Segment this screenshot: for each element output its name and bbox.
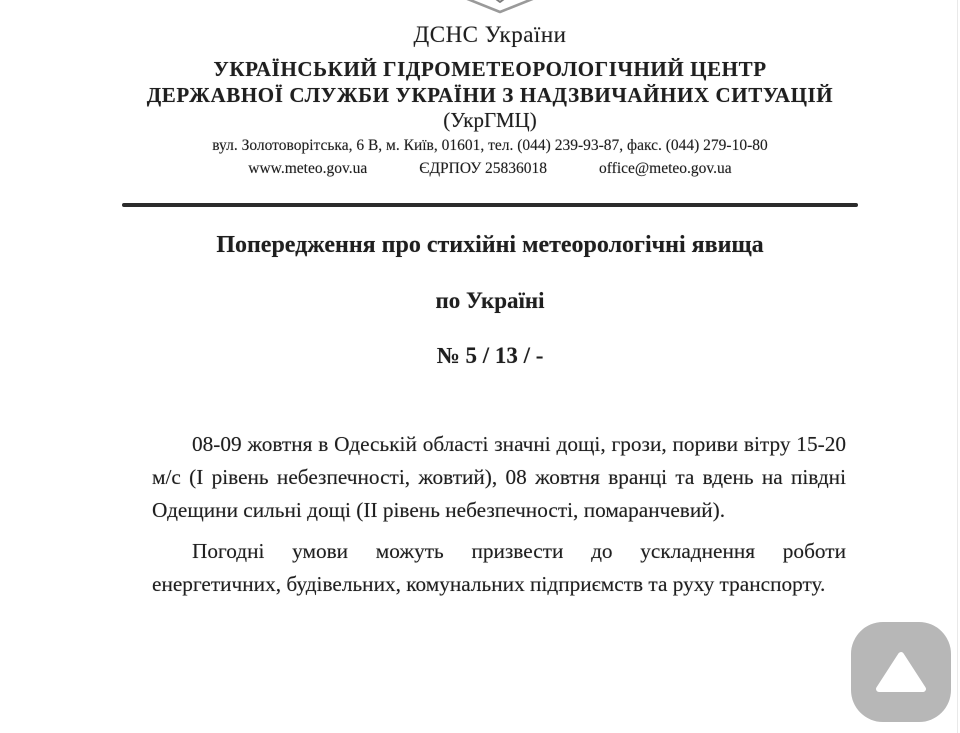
body-paragraph-1: 08-09 жовтня в Одеській області значні дощі, грози, пориви вітру 15-20 м/с (І рівень небезпечності, жовтий), 08 жовтня вранці та вдень на півдні Одещини сильні дощі (ІІ рівень небезпечності, помаранчевий). <box>152 432 846 522</box>
document-subtitle: по Україні <box>435 288 545 313</box>
scroll-to-top-button[interactable] <box>851 622 951 722</box>
up-arrow-icon <box>875 651 927 693</box>
org-address-line: вул. Золотоворітська, 6 В, м. Київ, 01601, тел. (044) 239-93-87, факс. (044) 279-10-80 <box>212 137 768 154</box>
document-number: № 5 / 13 / - <box>436 343 544 368</box>
org-edrpou: ЄДРПОУ 25836018 <box>419 160 548 177</box>
org-abbreviation: (УкрГМЦ) <box>443 108 537 132</box>
document-title: Попередження про стихійні метеорологічні явища <box>216 232 764 258</box>
org-contact-row <box>122 160 858 178</box>
org-name-line2: ДЕРЖАВНОЇ СЛУЖБИ УКРАЇНИ З НАДЗВИЧАЙНИХ СИТУАЦІЙ <box>146 83 834 107</box>
org-website: www.meteo.gov.ua <box>248 160 368 177</box>
document-body <box>152 428 846 610</box>
body-paragraph-2: Погодні умови можуть призвести до ускладнення роботи енергетичних, будівельних, комунальних підприємств та руху транспорту. <box>152 539 846 597</box>
org-email: office@meteo.gov.ua <box>599 160 732 177</box>
org-short-name: ДСНС України <box>413 22 567 47</box>
header-divider-rule <box>122 203 858 207</box>
viewer-edge-line <box>957 0 958 733</box>
dsns-emblem-icon <box>462 0 538 15</box>
org-name-line1: УКРАЇНСЬКИЙ ГІДРОМЕТЕОРОЛОГІЧНИЙ ЦЕНТР <box>213 57 767 81</box>
